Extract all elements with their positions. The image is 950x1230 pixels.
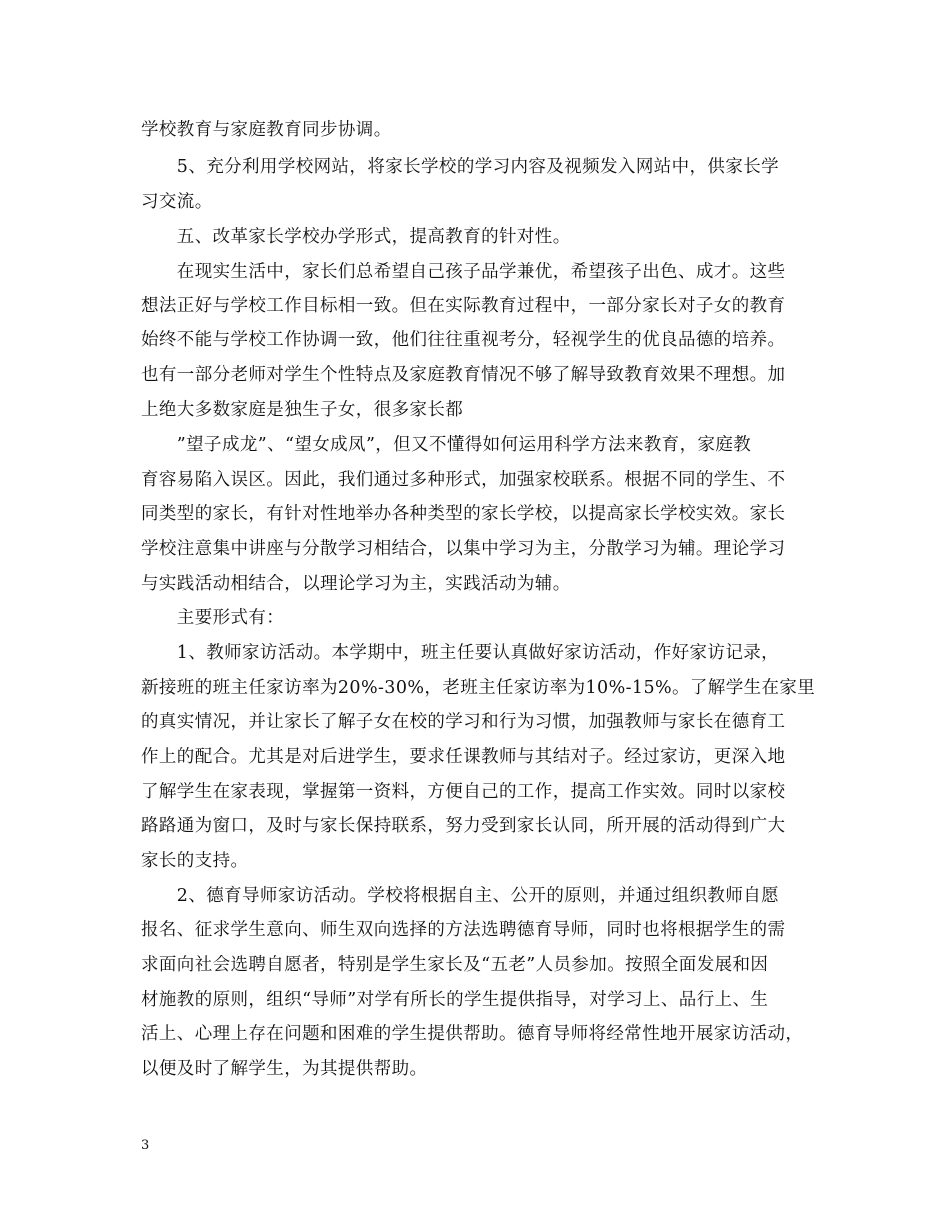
text-line: 2、德育导师家访活动。学校将根据自主、公开的原则，并通过组织教师自愿 — [141, 886, 780, 906]
text-line: 活上、心理上存在问题和困难的学生提供帮助。德育导师将经常性地开展家访活动， — [141, 1024, 804, 1044]
text-line: 家长的支持。 — [141, 851, 249, 871]
text-line: 想法正好与学校工作目标相一致。但在实际教育过程中，一部分家长对子女的教育 — [141, 296, 786, 316]
text-line: 习交流。 — [141, 192, 213, 212]
text-line: 求面向社会选聘自愿者，特别是学生家长及“五老”人员参加。按照全面发展和因 — [141, 955, 769, 975]
text-line: 学校注意集中讲座与分散学习相结合，以集中学习为主，分散学习为辅。理论学习 — [141, 539, 786, 559]
text-line: 材施教的原则，组织“导师”对学有所长的学生提供指导，对学习上、品行上、生 — [141, 990, 769, 1010]
text-line: 也有一部分老师对学生个性特点及家庭教育情况不够了解导致教育效果不理想。加 — [141, 365, 786, 385]
text-line: 始终不能与学校工作协调一致，他们往往重视考分，轻视学生的优良品德的培养。 — [141, 330, 786, 350]
text-line: 新接班的班主任家访率为20%-30%，老班主任家访率为10%-15%。了解学生在家里 — [141, 678, 816, 698]
text-line: 报名、征求学生意向、师生双向选择的方法选聘德育导师，同时也将根据学生的需 — [141, 920, 786, 940]
text-line: 以便及时了解学生，为其提供帮助。 — [141, 1059, 428, 1079]
text-line: 了解学生在家表现，掌握第一资料，方便自己的工作，提高工作实效。同时以家校 — [141, 782, 786, 802]
text-line: 的真实情况，并让家长了解子女在校的学习和行为习惯，加强教师与家长在德育工 — [141, 712, 786, 732]
text-line: 1、教师家访活动。本学期中，班主任要认真做好家访活动，作好家访记录， — [141, 643, 780, 663]
page-number: 3 — [141, 1138, 150, 1153]
text-line: 学校教育与家庭教育同步协调。 — [141, 120, 392, 140]
text-line: 上绝大多数家庭是独生子女，很多家长都 — [141, 400, 464, 420]
text-line: ”望子成龙”、“望女成凤”，但又不懂得如何运用科学方法来教育，家庭教 — [141, 435, 752, 455]
text-line: 5、充分利用学校网站，将家长学校的学习内容及视频发入网站中，供家长学 — [141, 157, 780, 177]
text-line: 育容易陷入误区。因此，我们通过多种形式，加强家校联系。根据不同的学生、不 — [141, 470, 786, 490]
text-line: 与实践活动相结合，以理论学习为主，实践活动为辅。 — [141, 574, 571, 594]
text-line: 五、改革家长学校办学形式，提高教育的针对性。 — [141, 227, 571, 247]
text-line: 主要形式有： — [141, 608, 285, 628]
text-line: 作上的配合。尤其是对后进学生，要求任课教师与其结对子。经过家访，更深入地 — [141, 747, 786, 767]
text-line: 在现实生活中，家长们总希望自己孩子品学兼优，希望孩子出色、成才。这些 — [141, 262, 786, 282]
text-line: 路路通为窗口，及时与家长保持联系，努力受到家长认同，所开展的活动得到广大 — [141, 816, 786, 836]
text-line: 同类型的家长，有针对性地举办各种类型的家长学校，以提高家长学校实效。家长 — [141, 504, 786, 524]
